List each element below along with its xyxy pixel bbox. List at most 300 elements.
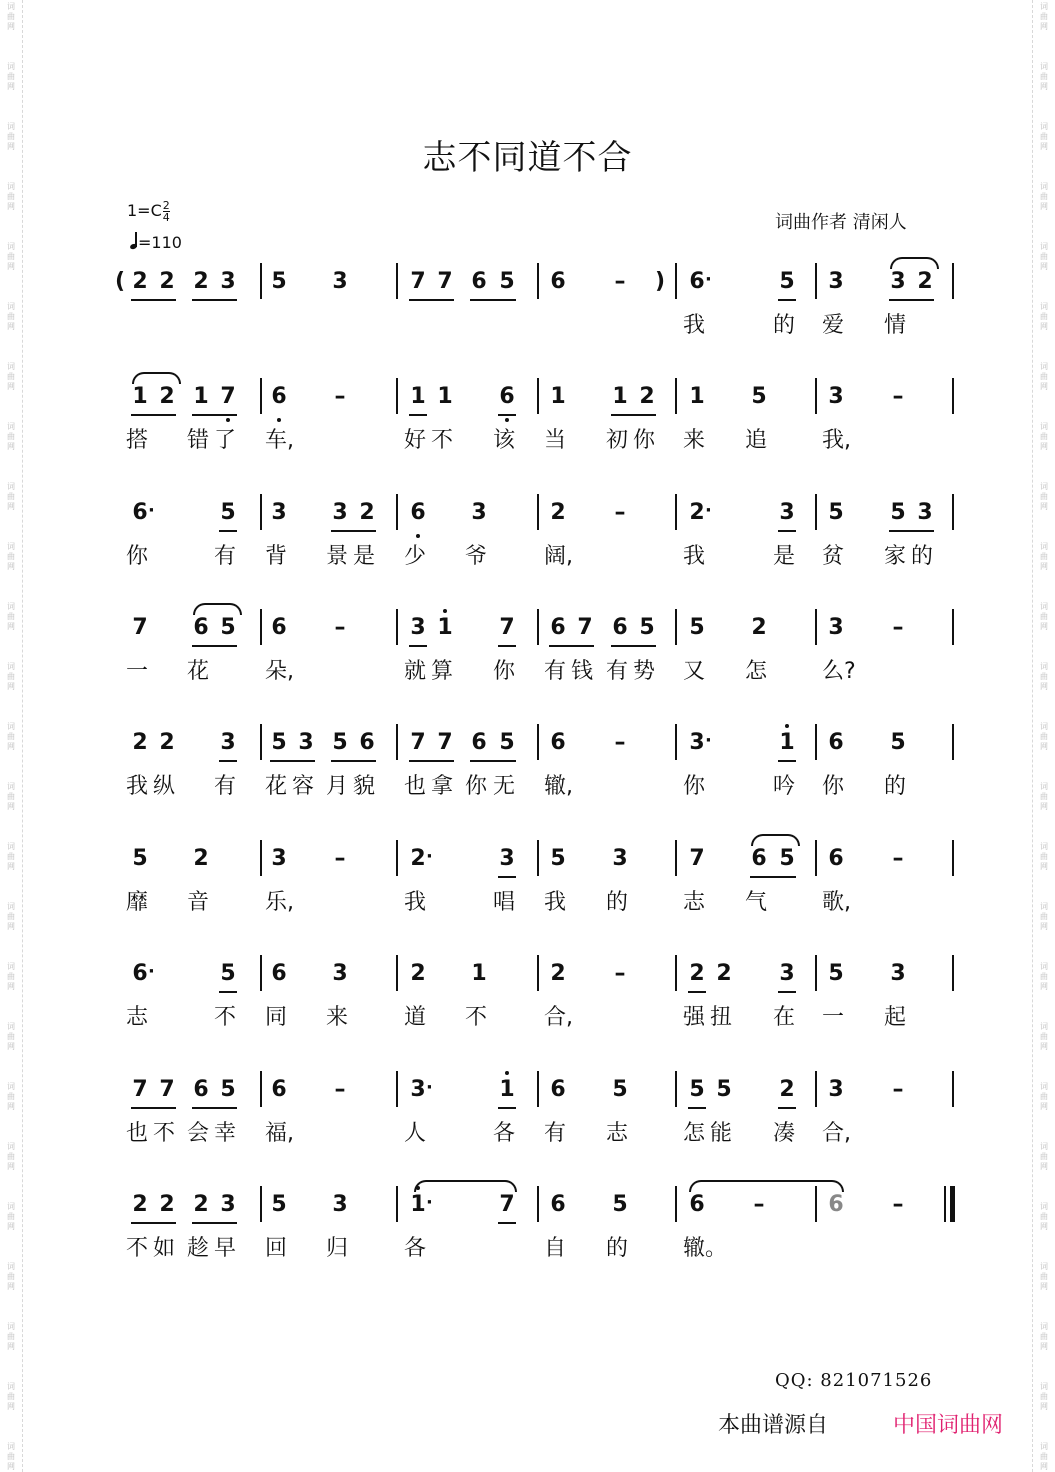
barline (952, 494, 954, 530)
lyric-syllable: 来 (683, 428, 706, 453)
lyric-syllable: 道 (404, 1005, 427, 1030)
note: 6 (828, 730, 844, 755)
note: 3 (332, 961, 348, 986)
eighth-underline (778, 760, 796, 762)
note: 2 (550, 500, 566, 525)
note: 3 (471, 500, 487, 525)
eighth-underline (192, 1222, 237, 1224)
note: 6 (410, 500, 426, 525)
barline (952, 955, 954, 991)
note: 2 (159, 1192, 175, 1217)
barline (537, 724, 539, 760)
eighth-underline (192, 414, 237, 416)
dash-hold: – (753, 1192, 765, 1217)
lyric-syllable: 背 (265, 544, 288, 569)
note: 2 (132, 269, 148, 294)
score-row (0, 844, 1055, 944)
watermark-text: 词 曲 网 (1040, 482, 1048, 511)
augmentation-dot: · (705, 269, 712, 290)
octave-dot-above (785, 724, 789, 728)
note: 5 (890, 730, 906, 755)
note: 3 (828, 1077, 844, 1102)
score-row (0, 382, 1055, 482)
watermark-text: 词 曲 网 (7, 302, 15, 331)
note: 5 (271, 269, 287, 294)
final-barline (950, 1186, 955, 1222)
note: 1 (410, 384, 426, 409)
barline (675, 724, 677, 760)
watermark-text: 词 曲 网 (1040, 1382, 1048, 1411)
note: 2 (410, 961, 426, 986)
watermark-text: 词 曲 网 (7, 242, 15, 271)
lyric-syllable: 一 (822, 1005, 845, 1030)
note: 3 (828, 384, 844, 409)
lyric-syllable: 好 (404, 428, 427, 453)
note: 3 (271, 500, 287, 525)
lyric-syllable: 扭 (710, 1005, 733, 1030)
lyric-syllable: 当 (544, 428, 567, 453)
note: 2 (689, 961, 705, 986)
eighth-underline (778, 991, 796, 993)
lyric-syllable: 么? (822, 659, 856, 684)
dash-hold: – (892, 384, 904, 409)
lyric-syllable: 阔, (544, 544, 573, 569)
lyric-syllable: 自 (544, 1236, 567, 1261)
dash-hold: – (614, 500, 626, 525)
augmentation-dot: · (705, 500, 712, 521)
note: 2 (689, 500, 705, 525)
source-label: 本曲谱源自 (718, 1413, 829, 1438)
watermark-text: 词 曲 网 (7, 482, 15, 511)
lyric-syllable: 是 (773, 544, 796, 569)
eighth-underline (131, 1107, 176, 1109)
lyric-syllable: 是 (353, 544, 376, 569)
lyric-syllable: 早 (214, 1236, 237, 1261)
lyric-syllable: 一 (126, 659, 149, 684)
note: 3 (612, 846, 628, 871)
note: 1 (437, 384, 453, 409)
eighth-underline (498, 1107, 516, 1109)
slur-arc (193, 603, 242, 615)
note: 6 (828, 846, 844, 871)
lyric-syllable: 车, (265, 428, 294, 453)
note: 3 (410, 615, 426, 640)
eighth-underline (470, 760, 516, 762)
note: 3 (410, 1077, 426, 1102)
eighth-underline (192, 1107, 237, 1109)
note: 2 (193, 1192, 209, 1217)
score-row (0, 959, 1055, 1059)
key-label: 1=C (127, 201, 162, 220)
watermark-text: 词 曲 网 (7, 1142, 15, 1171)
barline (537, 378, 539, 414)
watermark-text: 词 曲 网 (7, 2, 15, 31)
lyric-syllable: 错 (187, 428, 210, 453)
key-signature (127, 200, 170, 223)
note: 2 (751, 615, 767, 640)
lyric-syllable: 我, (822, 428, 851, 453)
lyric-syllable: 花 (187, 659, 210, 684)
note: 3 (689, 730, 705, 755)
eighth-underline (778, 1107, 796, 1109)
watermark-text: 词 曲 网 (7, 542, 15, 571)
barline (675, 955, 677, 991)
eighth-underline (219, 991, 237, 993)
lyric-syllable: 回 (265, 1236, 288, 1261)
note: 2 (779, 1077, 795, 1102)
note: 6 (828, 1192, 844, 1217)
note: 1 (550, 384, 566, 409)
slur-arc (751, 834, 800, 846)
barline (260, 1071, 262, 1107)
watermark-text: 词 曲 网 (7, 1202, 15, 1231)
note: 5 (612, 1192, 628, 1217)
barline (815, 840, 817, 876)
eighth-underline (409, 645, 427, 647)
watermark-text: 词 曲 网 (1040, 1262, 1048, 1291)
dash-hold: – (334, 384, 346, 409)
eighth-underline (750, 876, 796, 878)
note: 5 (550, 846, 566, 871)
lyric-syllable: 乐, (265, 890, 294, 915)
dash-hold: – (614, 730, 626, 755)
lyric-syllable: 同 (265, 1005, 288, 1030)
note: 5 (499, 269, 515, 294)
lyric-syllable: 搭 (126, 428, 149, 453)
song-title: 志不同道不合 (422, 138, 633, 178)
octave-dot-below (226, 418, 230, 422)
watermark-text: 词 曲 网 (1040, 1142, 1048, 1171)
watermark-text: 词 曲 网 (7, 1382, 15, 1411)
note: 1 (612, 384, 628, 409)
note: 6 (499, 384, 515, 409)
watermark-text: 词 曲 网 (1040, 962, 1048, 991)
lyric-syllable: 志 (683, 890, 706, 915)
lyric-syllable: 福, (265, 1121, 294, 1146)
note: 3 (828, 269, 844, 294)
barline (260, 263, 262, 299)
barline (675, 378, 677, 414)
note: 3 (890, 269, 906, 294)
barline (260, 955, 262, 991)
note: 5 (132, 846, 148, 871)
lyric-syllable: 你 (683, 774, 706, 799)
note: 5 (828, 961, 844, 986)
note: 7 (132, 615, 148, 640)
lyric-syllable: 我 (126, 774, 149, 799)
note: 6 (193, 615, 209, 640)
lyric-syllable: 强 (683, 1005, 706, 1030)
slur-arc (689, 1180, 844, 1192)
note: 6 (550, 1077, 566, 1102)
octave-dot-above (505, 1071, 509, 1075)
score-row (0, 1190, 1055, 1290)
watermark-text: 词 曲 网 (7, 1322, 15, 1351)
note: 2 (132, 730, 148, 755)
barline (260, 1186, 262, 1222)
lyric-syllable: 人 (404, 1121, 427, 1146)
watermark-text: 词 曲 网 (7, 962, 15, 991)
lyric-syllable: 如 (153, 1236, 176, 1261)
eighth-underline (498, 876, 516, 878)
note: 1 (193, 384, 209, 409)
augmentation-dot: · (148, 500, 155, 521)
watermark-text: 词 曲 网 (1040, 602, 1048, 631)
watermark-text: 词 曲 网 (1040, 1322, 1048, 1351)
watermark-text: 词 曲 网 (1040, 1202, 1048, 1231)
octave-dot-below (416, 534, 420, 538)
barline (815, 609, 817, 645)
barline (952, 840, 954, 876)
note: 2 (716, 961, 732, 986)
note: 3 (779, 500, 795, 525)
barline (675, 840, 677, 876)
lyric-syllable: 各 (493, 1121, 516, 1146)
note: 5 (716, 1077, 732, 1102)
lyric-syllable: 歌, (822, 890, 851, 915)
lyric-syllable: 拿 (431, 774, 454, 799)
dash-hold: – (614, 961, 626, 986)
barline (260, 378, 262, 414)
note: 2 (917, 269, 933, 294)
watermark-text: 词 曲 网 (7, 1022, 15, 1051)
note: 6 (271, 615, 287, 640)
eighth-underline (688, 1107, 706, 1109)
tempo-value: =110 (138, 233, 182, 252)
barline (396, 1186, 398, 1222)
dash-hold: – (892, 615, 904, 640)
note: 2 (359, 500, 375, 525)
note: 1 (689, 384, 705, 409)
note: 3 (220, 269, 236, 294)
lyric-syllable: 我 (683, 544, 706, 569)
note: 5 (612, 1077, 628, 1102)
lyric-syllable: 不 (214, 1005, 237, 1030)
lyric-syllable: 不 (126, 1236, 149, 1261)
lyric-syllable: 势 (633, 659, 656, 684)
barline (260, 609, 262, 645)
lyric-syllable: 算 (431, 659, 454, 684)
barline (396, 1071, 398, 1107)
note: 6 (271, 1077, 287, 1102)
lyric-syllable: 有 (544, 659, 567, 684)
lyric-syllable: 归 (326, 1236, 349, 1261)
lyric-syllable: 情 (884, 313, 907, 338)
lyric-syllable: 不 (153, 1121, 176, 1146)
octave-dot-below (277, 418, 281, 422)
eighth-underline (498, 414, 516, 416)
barline (815, 724, 817, 760)
eighth-underline (409, 414, 427, 416)
lyric-syllable: 初 (606, 428, 629, 453)
barline (396, 263, 398, 299)
barline (537, 955, 539, 991)
note: 3 (332, 269, 348, 294)
barline (537, 1186, 539, 1222)
eighth-underline (889, 299, 934, 301)
lyric-syllable: 的 (606, 1236, 629, 1261)
augmentation-dot: · (148, 961, 155, 982)
note: 2 (550, 961, 566, 986)
quarter-note-icon (130, 232, 138, 252)
lyric-syllable: 花 (265, 774, 288, 799)
note: 3 (298, 730, 314, 755)
note: 1 (779, 730, 795, 755)
lyric-syllable: 朵, (265, 659, 294, 684)
lyric-syllable: 来 (326, 1005, 349, 1030)
note: 5 (220, 500, 236, 525)
lyric-syllable: 的 (606, 890, 629, 915)
slur-arc (414, 1180, 517, 1192)
score-row (0, 498, 1055, 598)
lyric-syllable: 钱 (571, 659, 594, 684)
barline (952, 263, 954, 299)
lyric-syllable: 起 (884, 1005, 907, 1030)
barline (952, 724, 954, 760)
barline (396, 955, 398, 991)
watermark-text: 词 曲 网 (7, 842, 15, 871)
lyric-syllable: 我 (683, 313, 706, 338)
eighth-underline (409, 299, 454, 301)
barline (396, 609, 398, 645)
watermark-text: 词 曲 网 (1040, 182, 1048, 211)
note: 3 (271, 846, 287, 871)
note: 6 (751, 846, 767, 871)
eighth-underline (131, 414, 176, 416)
augmentation-dot: · (426, 846, 433, 867)
note: 1 (471, 961, 487, 986)
note: 3 (332, 500, 348, 525)
lyric-syllable: 我 (404, 890, 427, 915)
note: 1 (437, 615, 453, 640)
watermark-text: 词 曲 网 (7, 1442, 15, 1471)
watermark-text: 词 曲 网 (1040, 242, 1048, 271)
lyric-syllable: 志 (606, 1121, 629, 1146)
octave-dot-below (505, 418, 509, 422)
lyric-syllable: 的 (884, 774, 907, 799)
note: 6 (359, 730, 375, 755)
lyric-syllable: 的 (773, 313, 796, 338)
lyric-syllable: 唱 (493, 890, 516, 915)
lyric-syllable: 爷 (465, 544, 488, 569)
lyric-syllable: 少 (404, 544, 427, 569)
barline (815, 955, 817, 991)
barline (537, 263, 539, 299)
watermark-text: 词 曲 网 (1040, 1442, 1048, 1471)
dash-hold: – (334, 1077, 346, 1102)
eighth-underline (131, 1222, 176, 1224)
note: 6 (471, 730, 487, 755)
lyric-syllable: 月 (326, 774, 349, 799)
note: 2 (159, 269, 175, 294)
note: 6 (550, 269, 566, 294)
note: 7 (499, 615, 515, 640)
watermark-text: 词 曲 网 (1040, 1082, 1048, 1111)
note: 7 (437, 269, 453, 294)
lyric-syllable: 你 (465, 774, 488, 799)
barline (675, 263, 677, 299)
watermark-text: 词 曲 网 (1040, 662, 1048, 691)
lyric-syllable: 家 (884, 544, 907, 569)
barline (537, 1071, 539, 1107)
watermark-text: 词 曲 网 (7, 62, 15, 91)
barline (815, 494, 817, 530)
note: 7 (132, 1077, 148, 1102)
note: 5 (779, 269, 795, 294)
note: 7 (220, 384, 236, 409)
barline (952, 1071, 954, 1107)
note: 5 (271, 730, 287, 755)
lyric-syllable: 容 (292, 774, 315, 799)
barline (260, 724, 262, 760)
time-signature: $\frac{2}{4}$ (162, 199, 170, 224)
eighth-underline (778, 299, 796, 301)
watermark-text: 词 曲 网 (7, 782, 15, 811)
lyric-syllable: 你 (633, 428, 656, 453)
note: 6 (689, 1192, 705, 1217)
lyric-syllable: 你 (493, 659, 516, 684)
watermark-text: 词 曲 网 (1040, 302, 1048, 331)
eighth-underline (611, 414, 656, 416)
lyric-syllable: 气 (745, 890, 768, 915)
watermark-text: 词 曲 网 (1040, 842, 1048, 871)
note: 5 (639, 615, 655, 640)
note: 5 (220, 961, 236, 986)
note: 2 (193, 846, 209, 871)
note: 2 (132, 1192, 148, 1217)
bracket: ) (654, 269, 666, 294)
note: 7 (159, 1077, 175, 1102)
lyric-syllable: 辙, (544, 774, 573, 799)
barline (675, 1186, 677, 1222)
lyric-syllable: 就 (404, 659, 427, 684)
watermark-text: 词 曲 网 (7, 902, 15, 931)
eighth-underline (889, 530, 934, 532)
watermark-text: 词 曲 网 (7, 182, 15, 211)
note: 2 (159, 730, 175, 755)
barline (815, 263, 817, 299)
note: 3 (220, 730, 236, 755)
note: 7 (437, 730, 453, 755)
lyric-syllable: 靡 (126, 890, 149, 915)
lyric-syllable: 了 (214, 428, 237, 453)
lyric-syllable: 景 (326, 544, 349, 569)
note: 3 (890, 961, 906, 986)
site-name[interactable]: 中国词曲网 (893, 1413, 1004, 1438)
lyric-syllable: 不 (465, 1005, 488, 1030)
dash-hold: – (892, 1077, 904, 1102)
eighth-underline (470, 299, 516, 301)
watermark-text: 词 曲 网 (7, 662, 15, 691)
eighth-underline (192, 645, 237, 647)
note: 6 (271, 961, 287, 986)
note: 7 (689, 846, 705, 871)
note: 1 (132, 384, 148, 409)
lyric-syllable: 有 (214, 544, 237, 569)
note: 3 (499, 846, 515, 871)
score-row (0, 267, 1055, 367)
eighth-underline (778, 530, 796, 532)
note: 3 (332, 1192, 348, 1217)
barline (675, 494, 677, 530)
note: 6 (193, 1077, 209, 1102)
lyric-syllable: 你 (822, 774, 845, 799)
note: 6 (550, 615, 566, 640)
watermark-text: 词 曲 网 (1040, 122, 1048, 151)
barline (396, 378, 398, 414)
barline (675, 609, 677, 645)
watermark-text: 词 曲 网 (7, 122, 15, 151)
